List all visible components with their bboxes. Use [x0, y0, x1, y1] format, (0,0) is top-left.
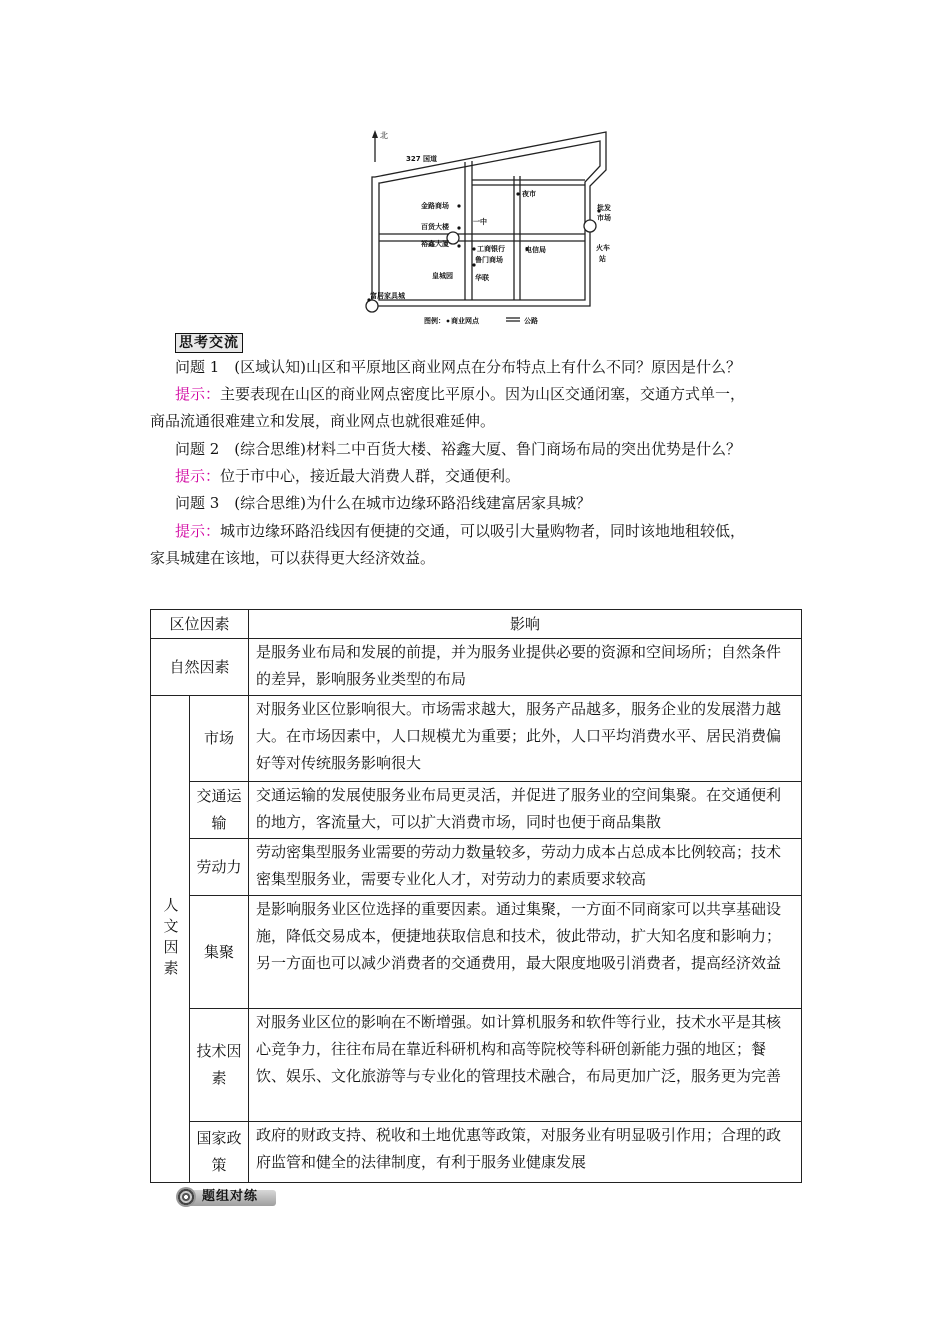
question-3: 问题 3 (综合思维)为什么在城市边缘环路沿线建富居家具城？ [175, 494, 592, 512]
table-row [151, 782, 802, 839]
row-text: 对服务业区位的影响在不断增强。如计算机服务和软件等行业，技术水平是其核心竞争力，往往布局在靠近科研机构和高等院校等科研创新能力强的地区；餐饮、娱乐、文化旅游等与专业化的管理技术融合，布局更加广泛，服务更为完善 [249, 1009, 802, 1122]
human-factor-cell [151, 696, 190, 1183]
row-label: 交通运输 [190, 782, 249, 839]
north-arrow-icon [372, 130, 378, 138]
section-title: 思考交流 [175, 333, 243, 353]
commercial-network-map [362, 128, 624, 328]
row-label: 国家政策 [190, 1122, 249, 1183]
answer-3-line-1 [150, 518, 835, 545]
place-baihuo: 百货大楼 [421, 223, 449, 231]
place-yizhong: 一中 [473, 218, 487, 226]
row-text: 交通运输的发展使服务业布局更灵活，并促进了服务业的空间集聚。在交通便利的地方，客流量大，可以扩大消费市场，同时也便于商品集散 [249, 782, 802, 839]
target-icon [176, 1187, 196, 1207]
place-gongshang: 工商银行 [477, 245, 505, 253]
place-huoche-2: 站 [599, 255, 606, 263]
answer-2-line-1 [150, 463, 835, 490]
place-huanglian: 华联 [475, 274, 489, 282]
table-row [151, 639, 802, 696]
row-label: 劳动力 [190, 839, 249, 896]
header-factor: 区位因素 [151, 610, 249, 639]
location-factor-table [150, 609, 802, 1183]
place-yeshi: 夜市 [522, 190, 536, 198]
human-factor-label: 人文因素 [161, 897, 180, 981]
highway-label: 327 国道 [406, 155, 438, 163]
table-row [151, 696, 802, 782]
place-jinlu: 金路商场 [421, 202, 449, 210]
hint-label: 提示： [175, 467, 221, 485]
answer-text: 主要表现在山区的商业网点密度比平原小。因为山区交通闭塞，交通方式单一， [220, 385, 746, 403]
table-header-row [151, 610, 802, 639]
row-label: 技术因素 [190, 1009, 249, 1122]
answer-3-line-2: 家具城建在该地，可以获得更大经济效益。 [150, 549, 436, 567]
table-row [151, 839, 802, 896]
question-1: 问题 1 (区域认知)山区和平原地区商业网点在分布特点上有什么不同？原因是什么？ [175, 358, 742, 376]
place-lumen: 鲁门商场 [475, 256, 503, 264]
legend-road: 公路 [524, 317, 538, 325]
answer-text: 位于市中心，接近最大消费人群，交通便利。 [220, 467, 521, 485]
place-huoche-1: 火车 [596, 244, 610, 252]
row-label: 市场 [190, 696, 249, 782]
north-label: 北 [380, 131, 388, 140]
row-text: 对服务业区位影响很大。市场需求越大，服务产品越多，服务企业的发展潜力越大。在市场因素中，人口规模尤为重要；此外，人口平均消费水平、居民消费偏好等对传统服务影响很大 [249, 696, 802, 782]
map-legend [424, 316, 538, 325]
place-pifa-2: 市场 [597, 214, 611, 222]
header-impact: 影响 [249, 610, 802, 639]
row-label: 集聚 [190, 896, 249, 1009]
place-huangcheng: 皇城园 [432, 272, 453, 280]
hint-label: 提示： [175, 385, 221, 403]
exercise-badge [176, 1187, 276, 1207]
legend-point: 商业网点 [451, 317, 479, 325]
natural-factor-label: 自然因素 [151, 639, 249, 696]
row-text: 政府的财政支持、税收和土地优惠等政策，对服务业有明显吸引作用；合理的政府监管和健全的法律制度，有利于服务业健康发展 [249, 1122, 802, 1183]
place-pifa-1: 批发 [597, 204, 611, 212]
row-text: 劳动密集型服务业需要的劳动力数量较多，劳动力成本占总成本比例较高；技术密集型服务业，需要专业化人才，对劳动力的素质要求较高 [249, 839, 802, 896]
answer-text: 城市边缘环路沿线因有便捷的交通，可以吸引大量购物者，同时该地地租较低， [220, 522, 746, 540]
hint-label: 提示： [175, 522, 221, 540]
place-fuju: 富居家具城 [370, 292, 405, 300]
legend-point-icon [447, 320, 450, 323]
legend-prefix: 图例： [424, 317, 445, 325]
badge-label: 题组对练 [202, 1189, 259, 1204]
row-text: 是影响服务业区位选择的重要因素。通过集聚，一方面不同商家可以共享基础设施，降低交易成本，便捷地获取信息和技术，彼此带动，扩大知名度和影响力；另一方面也可以减少消费者的交通费用，最大限度地吸引消费者，提高经济效益 [249, 896, 802, 1009]
table-row [151, 1009, 802, 1122]
place-yuxin: 裕鑫大厦 [421, 240, 449, 248]
table-row [151, 1122, 802, 1183]
question-2: 问题 2 (综合思维)材料二中百货大楼、裕鑫大厦、鲁门商场布局的突出优势是什么？ [175, 440, 742, 458]
natural-factor-text: 是服务业布局和发展的前提，并为服务业提供必要的资源和空间场所；自然条件的差异，影响服务业类型的布局 [249, 639, 802, 696]
answer-1-line-2: 商品流通很难建立和发展，商业网点也就很难延伸。 [150, 412, 496, 430]
answer-1-line-1 [150, 381, 835, 408]
table-row [151, 896, 802, 1009]
place-dianxin: 电信局 [525, 246, 546, 254]
